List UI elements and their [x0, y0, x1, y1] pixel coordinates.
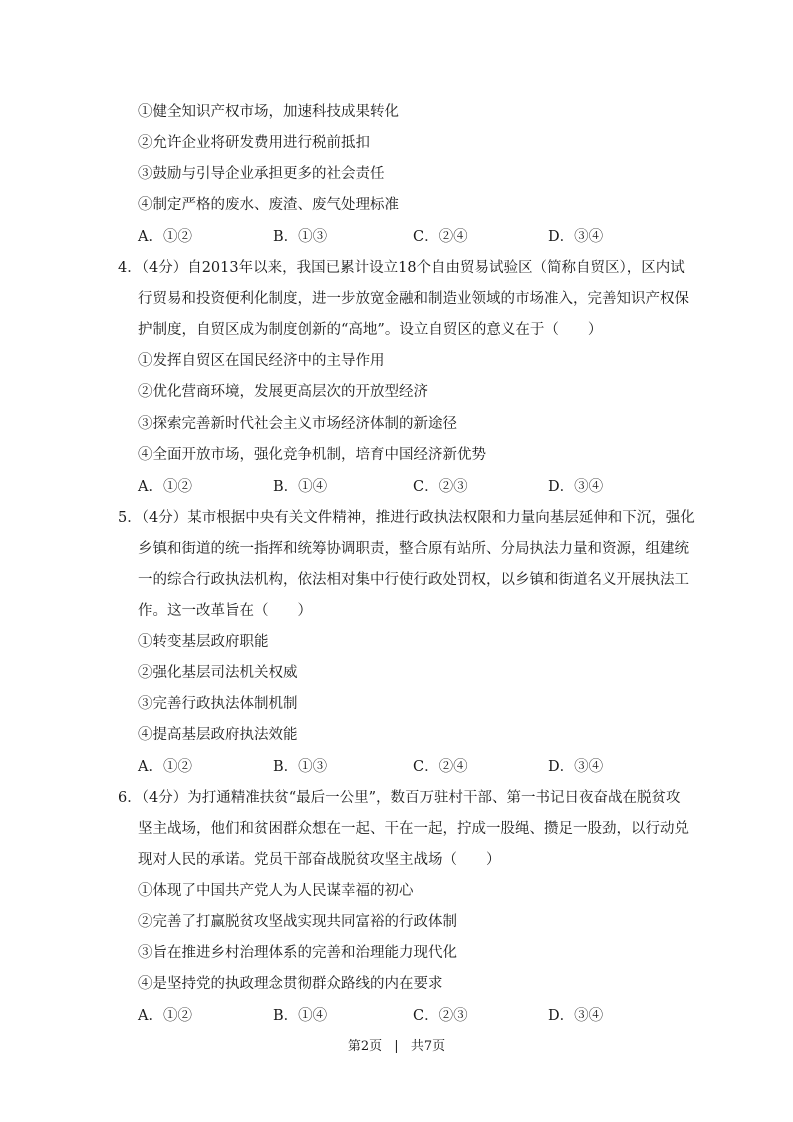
q5-choice-d[interactable]: D．③④ — [548, 759, 604, 775]
option-4: ④制定严格的废水、废渣、废气处理标准 — [138, 197, 399, 213]
choice-c[interactable]: C．②④ — [413, 229, 468, 245]
q4-option-4: ④全面开放市场，强化竞争机制，培育中国经济新优势 — [138, 447, 486, 463]
option-1: ①健全知识产权市场，加速科技成果转化 — [138, 104, 399, 120]
question-5-line-1: 5．（4分）某市根据中央有关文件精神，推进行政执法权限和力量向基层延伸和下沉，强化 — [118, 510, 695, 526]
q6-option-3: ③旨在推进乡村治理体系的完善和治理能力现代化 — [138, 945, 457, 961]
choice-a[interactable]: A．①② — [138, 229, 192, 245]
question-5-line-3: 一的综合行政执法机构，依法相对集中行使行政处罚权，以乡镇和街道名义开展执法工 — [138, 572, 689, 588]
question-6-line-1: 6．（4分）为打通精准扶贫“最后一公里”，数百万驻村干部、第一书记日夜奋战在脱贫攻 — [118, 790, 681, 806]
question-4-line-1: 4．（4分）自2013年以来，我国已累计设立18个自由贸易试验区（简称自贸区），区内试 — [118, 260, 685, 276]
q5-choices-row — [138, 757, 658, 777]
q5-option-1: ①转变基层政府职能 — [138, 634, 269, 650]
q5-choice-a[interactable]: A．①② — [138, 759, 192, 775]
q4-option-3: ③探索完善新时代社会主义市场经济体制的新途径 — [138, 416, 457, 432]
footer-separator: | — [394, 1039, 399, 1054]
q4-choice-c[interactable]: C．②③ — [413, 479, 468, 495]
q6-choice-c[interactable]: C．②③ — [413, 1008, 468, 1024]
q6-option-1: ①体现了中国共产党人为人民谋幸福的初心 — [138, 883, 414, 899]
q5-choice-b[interactable]: B．①③ — [273, 759, 328, 775]
q4-option-1: ①发挥自贸区在国民经济中的主导作用 — [138, 353, 385, 369]
q4-choice-b[interactable]: B．①④ — [273, 479, 328, 495]
page-total: 共7页 — [410, 1039, 446, 1054]
q6-choice-b[interactable]: B．①④ — [273, 1008, 328, 1024]
q6-choice-d[interactable]: D．③④ — [548, 1008, 604, 1024]
choice-d[interactable]: D．③④ — [548, 229, 604, 245]
question-5-line-4: 作。这一改革旨在（ ） — [138, 603, 312, 619]
option-2: ②允许企业将研发费用进行税前抵扣 — [138, 135, 370, 151]
question-5-line-2: 乡镇和街道的统一指挥和统筹协调职责，整合原有站所、分局执法力量和资源，组建统 — [138, 541, 689, 557]
question-4-line-2: 行贸易和投资便利化制度，进一步放宽金融和制造业领域的市场准入，完善知识产权保 — [138, 291, 689, 307]
option-3: ③鼓励与引导企业承担更多的社会责任 — [138, 166, 385, 182]
page-footer — [0, 1038, 793, 1056]
question-6-line-3: 现对人民的承诺。党员干部奋战脱贫攻坚主战场（ ） — [138, 852, 501, 868]
choice-b[interactable]: B．①③ — [273, 229, 328, 245]
question-4-line-3: 护制度，自贸区成为制度创新的“高地”。设立自贸区的意义在于（ ） — [138, 322, 603, 338]
q5-option-4: ④提高基层政府执法效能 — [138, 727, 298, 743]
q6-choices-row — [138, 1006, 658, 1026]
q6-choice-a[interactable]: A．①② — [138, 1008, 192, 1024]
q5-option-2: ②强化基层司法机关权威 — [138, 665, 298, 681]
q5-choice-c[interactable]: C．②④ — [413, 759, 468, 775]
q4-choice-a[interactable]: A．①② — [138, 479, 192, 495]
question-6-line-2: 坚主战场，他们和贫困群众想在一起、干在一起，拧成一股绳、攒足一股劲，以行动兑 — [138, 821, 689, 837]
q6-option-4: ④是坚持党的执政理念贯彻群众路线的内在要求 — [138, 976, 443, 992]
q6-option-2: ②完善了打赢脱贫攻坚战实现共同富裕的行政体制 — [138, 914, 457, 930]
page-number: 第2页 — [347, 1039, 383, 1054]
q4-option-2: ②优化营商环境，发展更高层次的开放型经济 — [138, 384, 428, 400]
q4-choices-row — [138, 477, 658, 497]
choices-row — [138, 227, 658, 247]
q4-choice-d[interactable]: D．③④ — [548, 479, 604, 495]
q5-option-3: ③完善行政执法体制机制 — [138, 696, 298, 712]
